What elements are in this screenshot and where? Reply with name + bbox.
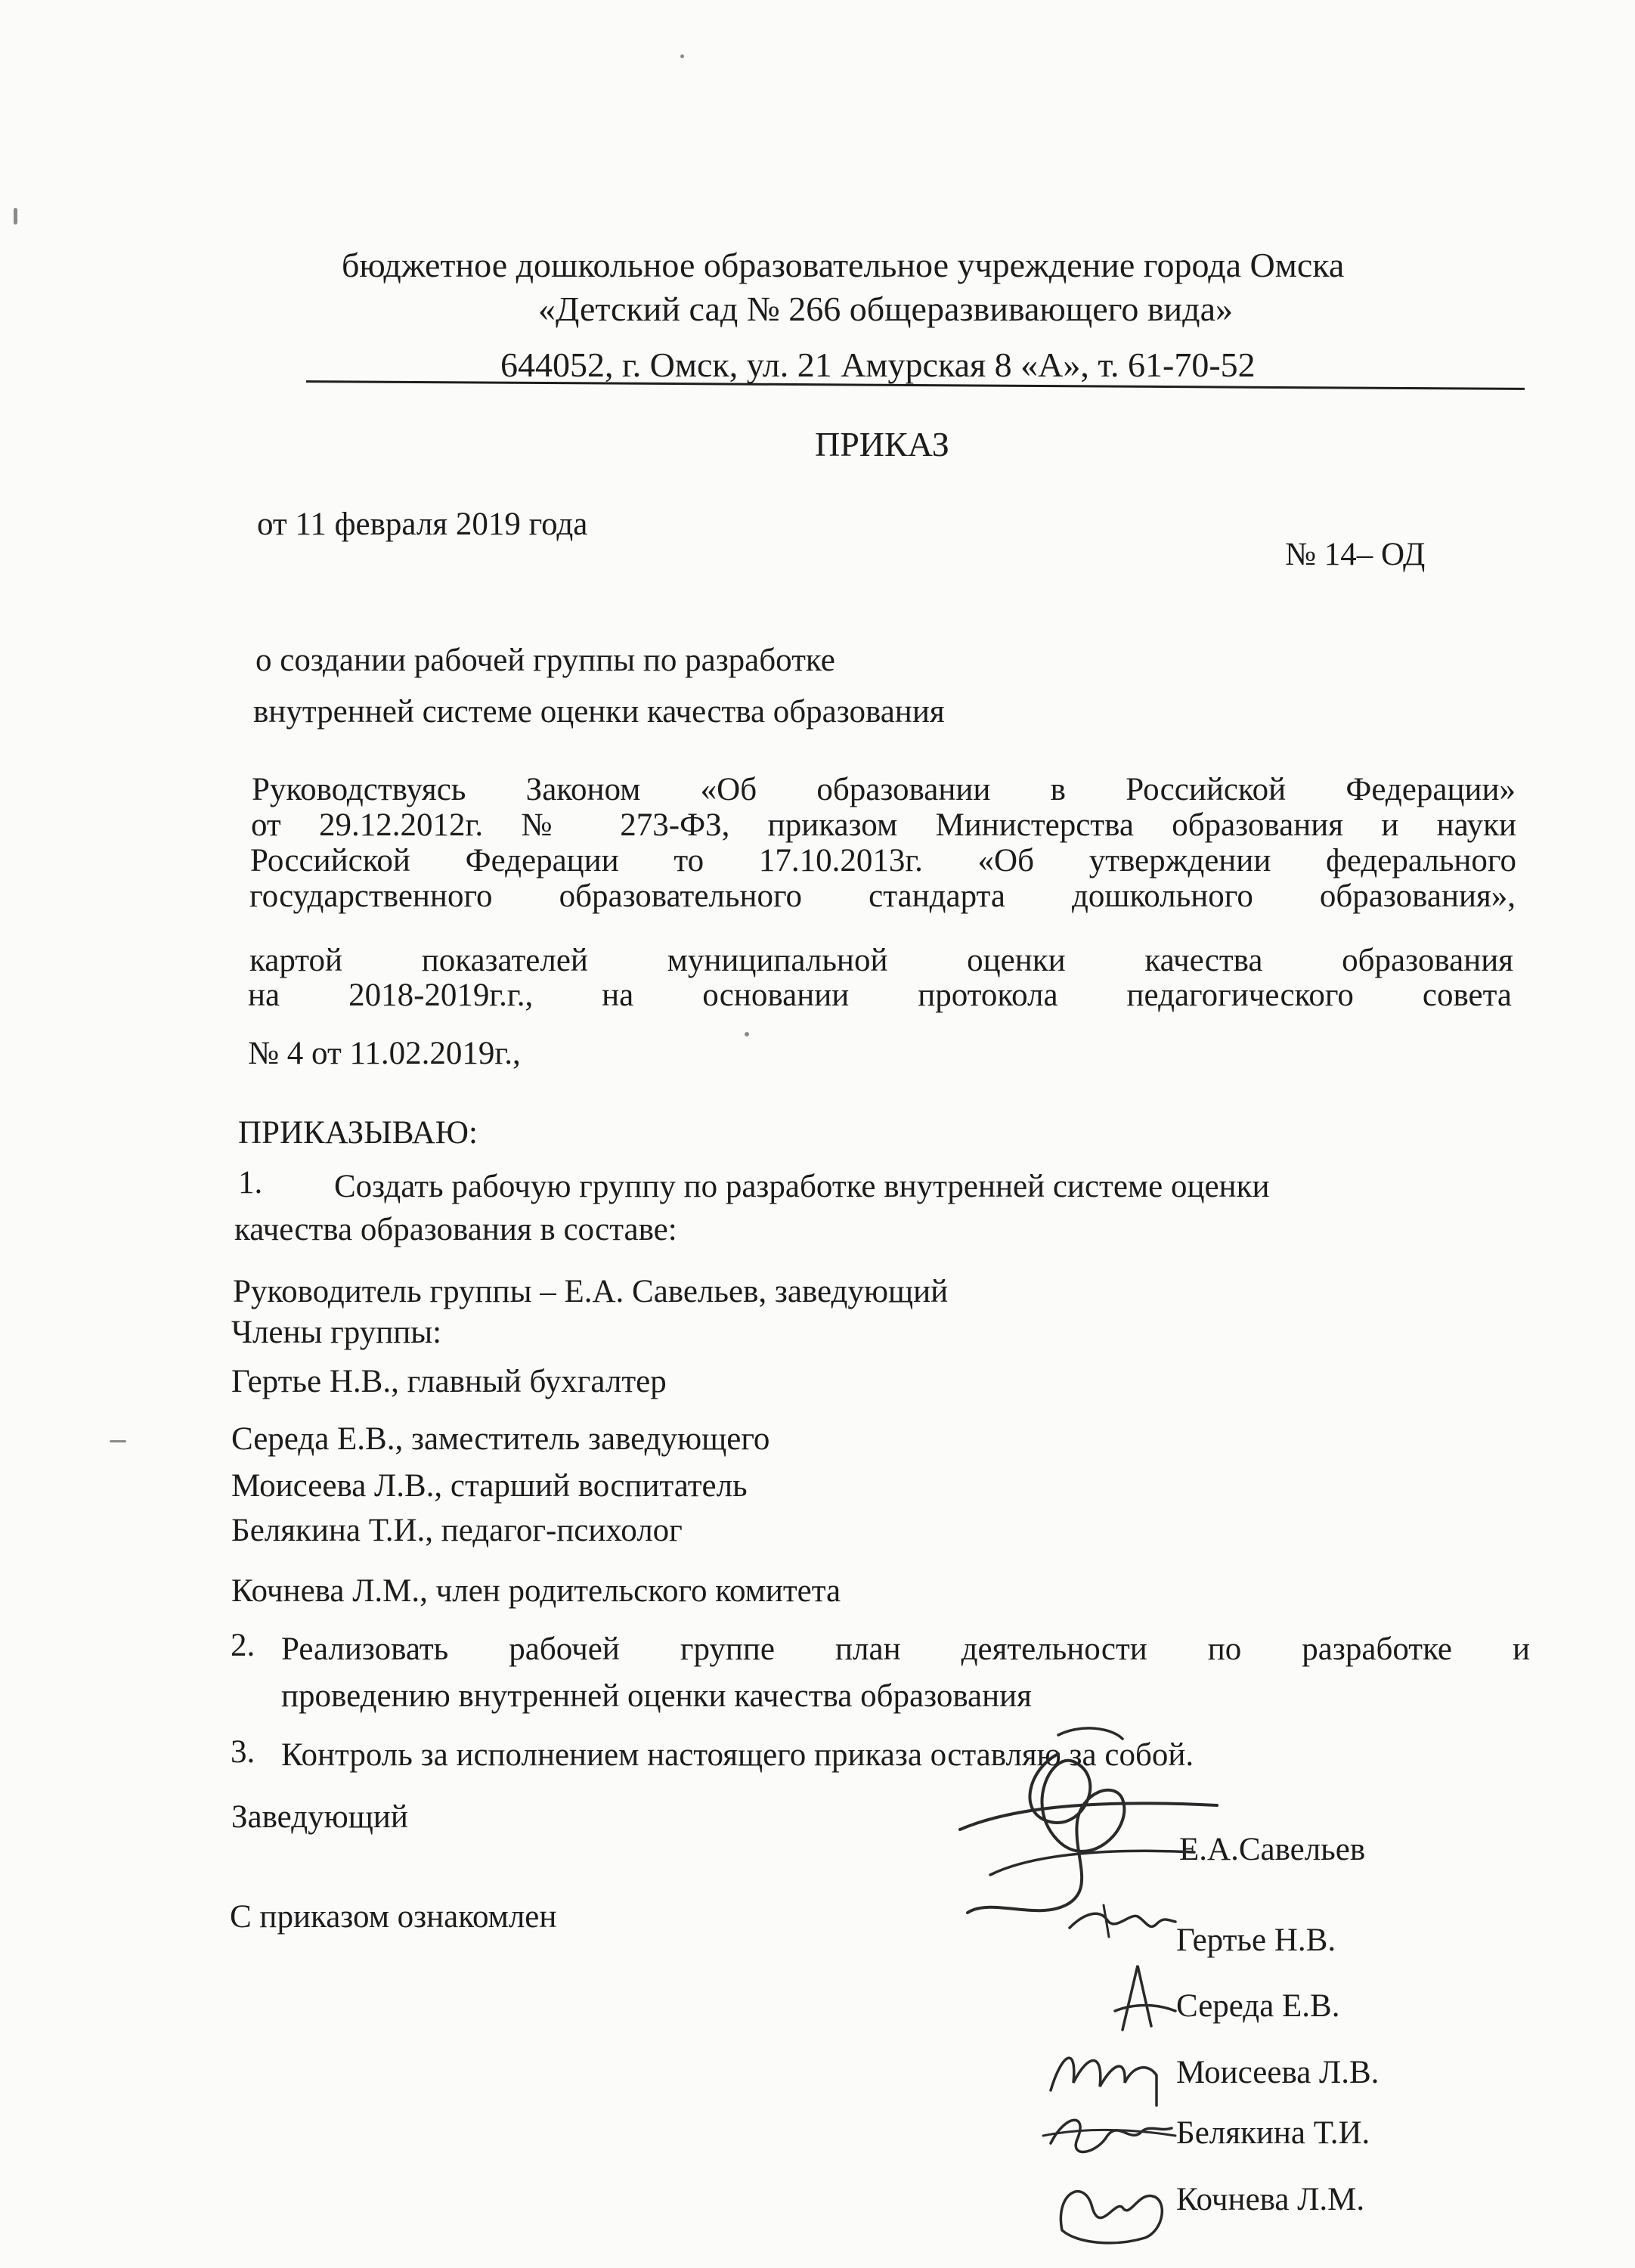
order-word: ПРИКАЗЫВАЮ: xyxy=(238,1115,478,1151)
signer-name: Моисеева Л.В. xyxy=(1176,2055,1380,2090)
org-subtitle: «Детский сад № 266 общеразвивающего вида» xyxy=(538,290,1233,328)
preamble-line: от 29.12.2012г. № 273-ФЗ, приказом Министерства образования и науки xyxy=(251,807,1516,843)
subject-line: внутренней системе оценки качества образования xyxy=(253,694,945,730)
members-title: Члены группы: xyxy=(231,1315,442,1350)
member-line: Моисеева Л.В., старший воспитатель xyxy=(231,1468,748,1504)
item-text: Контроль за исполнением настоящего приказа оставляю за собой. xyxy=(281,1737,1194,1773)
member-line: Кочнева Л.М., член родительского комитета xyxy=(231,1573,841,1609)
signature-sereda xyxy=(1092,1958,1183,2041)
preamble-line: Российской Федерации то 17.10.2013г. «Об утверждении федерального xyxy=(250,843,1516,878)
signer-name: Гертье Н.В. xyxy=(1176,1923,1336,1958)
item-text: качества образования в составе: xyxy=(234,1212,677,1247)
head-position: Заведующий xyxy=(231,1799,408,1835)
signature-kochneva xyxy=(1039,2162,1183,2253)
preamble-line: Руководствуясь Законом «Об образовании в Российской Федерации» xyxy=(252,772,1516,807)
scan-speck xyxy=(110,1440,126,1442)
item-number: 1. xyxy=(238,1165,263,1201)
group-leader: Руководитель группы – Е.А. Савельев, заведующий xyxy=(233,1274,949,1309)
signer-name: Кочнева Л.М. xyxy=(1176,2182,1365,2217)
scan-speck xyxy=(745,1032,749,1036)
document-title: ПРИКАЗ xyxy=(815,425,949,463)
document-number: № 14– ОД xyxy=(1285,537,1426,572)
subject-line: о создании рабочей группы по разработке xyxy=(255,643,835,678)
scan-speck xyxy=(14,208,17,225)
signer-name: Белякина Т.И. xyxy=(1176,2115,1370,2151)
document-date: от 11 февраля 2019 года xyxy=(257,507,588,542)
signer-name: Середа Е.В. xyxy=(1176,1988,1340,2024)
item-number: 2. xyxy=(231,1628,255,1663)
member-line: Середа Е.В., заместитель заведующего xyxy=(231,1421,770,1457)
scan-speck xyxy=(680,54,684,58)
preamble-line: картой показателей муниципальной оценки качества образования xyxy=(249,943,1513,978)
preamble-line: на 2018-2019г.г., на основании протокола педагогического совета xyxy=(248,978,1512,1013)
org-name: бюджетное дошкольное образовательное учреждение города Омска xyxy=(342,246,1345,284)
signature-gertie xyxy=(1062,1890,1183,1950)
acquainted-label: С приказом ознакомлен xyxy=(230,1899,557,1935)
head-name: Е.А.Савельев xyxy=(1179,1832,1366,1867)
item-text: проведению внутренней оценки качества образования xyxy=(281,1678,1032,1714)
item-text: Реализовать рабочей группе план деятельности по разработке и xyxy=(281,1631,1530,1667)
item-text: Создать рабочую группу по разработке внутренней системе оценки xyxy=(334,1169,1270,1204)
item-number: 3. xyxy=(231,1734,255,1770)
member-line: Гертье Н.В., главный бухгалтер xyxy=(231,1364,667,1399)
org-address: 644052, г. Омск, ул. 21 Амурская 8 «А», т. 61-70-52 xyxy=(500,345,1256,384)
preamble-line: № 4 от 11.02.2019г., xyxy=(248,1036,521,1071)
preamble-line: государственного образовательного стандарта дошкольного образования», xyxy=(249,878,1516,914)
member-line: Белякина Т.И., педагог-психолог xyxy=(231,1513,683,1548)
